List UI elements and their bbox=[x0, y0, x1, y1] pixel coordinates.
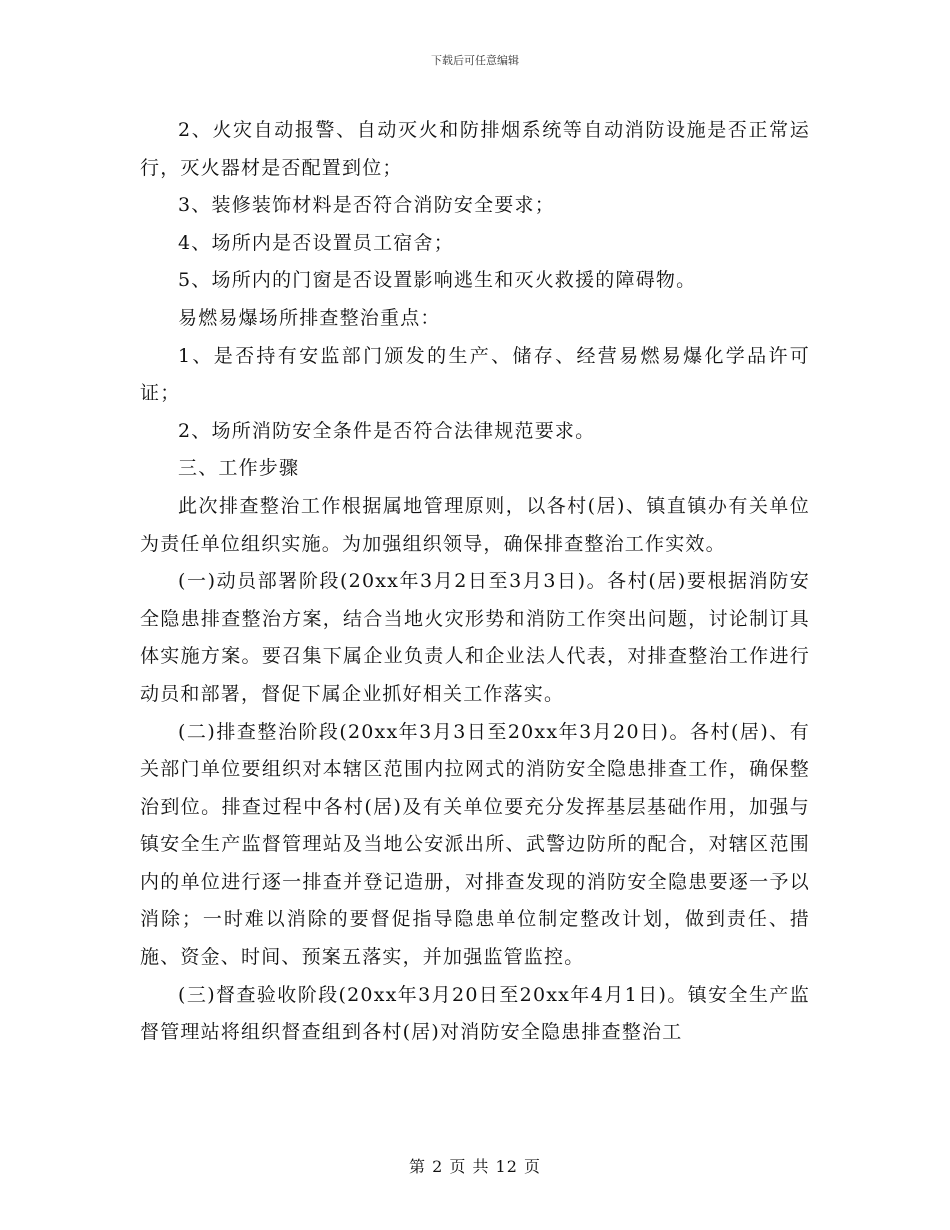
paragraph-flammable-2: 2、场所消防安全条件是否符合法律规范要求。 bbox=[178, 419, 596, 442]
paragraph-steps-intro: 此次排查整治工作根据属地管理原则，以各村(居)、镇直镇办有关单位为责任单位组织实施。为加强组织领导，确保排查整治工作实效。 bbox=[140, 494, 810, 555]
paragraph-stage-2: (二)排查整治阶段(20xx年3月3日至20xx年3月20日)。各村(居)、有关部门单位要组织对本辖区范围内拉网式的消防安全隐患排查工作，确保整治到位。排查过程中各村(居)及有关单位要充分发挥基层基础作用，加强与镇安全生产监督管理站及当地公安派出所、武警边防所的配合，对辖区范围内的单位进行逐一排查并登记造册，对排查发现的消防安全隐患要逐一予以消除；一时难以消除的要督促指导隐患单位制定整改计划，做到责任、措施、资金、时间、预案五落实，并加强监管监控。 bbox=[140, 720, 810, 969]
paragraph-item-5: 5、场所内的门窗是否设置影响逃生和灭火救援的障碍物。 bbox=[178, 269, 697, 292]
page-header-note: 下载后可任意编辑 bbox=[431, 54, 519, 67]
section-heading-steps: 三、工作步骤 bbox=[178, 457, 300, 480]
page-number-footer: 第 2 页 共 12 页 bbox=[409, 1157, 541, 1176]
paragraph-flammable-1: 1、是否持有安监部门颁发的生产、储存、经营易燃易爆化学品许可证； bbox=[140, 344, 810, 405]
document-body bbox=[140, 112, 810, 1052]
paragraph-item-2: 2、火灾自动报警、自动灭火和防排烟系统等自动消防设施是否正常运行，灭火器材是否配置到位； bbox=[140, 119, 810, 179]
paragraph-item-3: 3、装修装饰材料是否符合消防安全要求； bbox=[178, 194, 555, 217]
paragraph-stage-3: (三)督查验收阶段(20xx年3月20日至20xx年4月1日)。镇安全生产监督管理站将组织督查组到各村(居)对消防安全隐患排查整治工 bbox=[140, 983, 810, 1044]
paragraph-item-4: 4、场所内是否设置员工宿舍； bbox=[178, 231, 454, 254]
section-subheading: 易燃易爆场所排查整治重点： bbox=[178, 306, 441, 329]
paragraph-stage-1: (一)动员部署阶段(20xx年3月2日至3月3日)。各村(居)要根据消防安全隐患排查整治方案，结合当地火灾形势和消防工作突出问题，讨论制订具体实施方案。要召集下属企业负责人和企业法人代表，对排查整治工作进行动员和部署，督促下属企业抓好相关工作落实。 bbox=[140, 570, 810, 705]
